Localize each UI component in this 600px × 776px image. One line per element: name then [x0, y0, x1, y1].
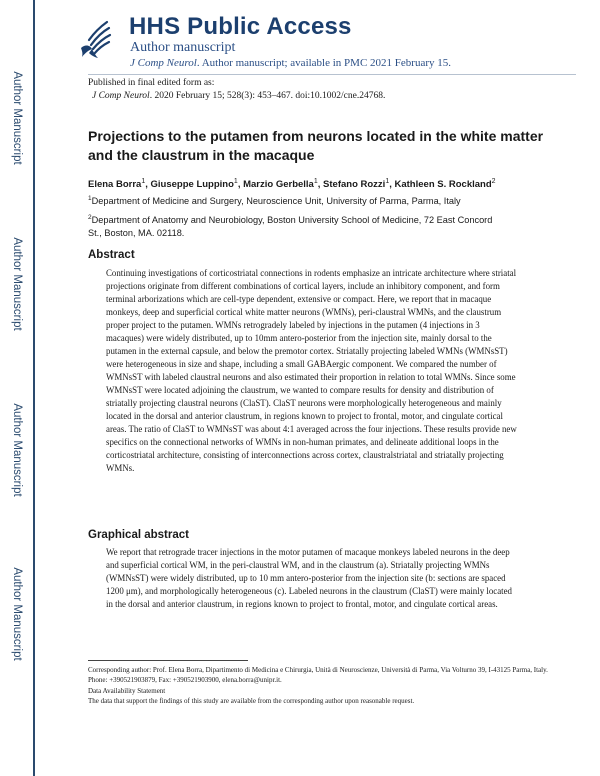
graphical-abstract-heading: Graphical abstract: [88, 529, 189, 541]
hhs-title: HHS Public Access: [129, 13, 352, 40]
affiliation: $^2$Department of Anatomy and Neurobiology, Boston University School of Medicine, 72 East Concord St., Boston, MA. 02118.: [88, 214, 493, 239]
hhs-eagle-icon: [76, 18, 114, 60]
data-availability-text: The data that support the findings of this study are available from the corresponding author upon reasonable request.: [88, 697, 415, 705]
author-manuscript-sidebar: Author Manuscript Author Manuscript Author Manuscript Author Manuscript: [11, 71, 23, 661]
abstract-heading: Abstract: [88, 249, 135, 261]
data-availability-heading: Data Availability Statement: [88, 687, 166, 695]
footnote-divider: [88, 660, 248, 661]
availability-note: J Comp Neurol. Author manuscript; available in PMC 2021 February 15.: [130, 57, 451, 69]
author-name: Elena Borra: [88, 179, 142, 191]
author-name: Marzio Gerbella: [243, 179, 314, 191]
abstract-text: Continuing investigations of corticostriatal connections in rodents emphasize an intricate architecture where striatal projections originate from different combinations of cortical layers, include an inhibitory component, and form terminal arborizations which are cell-type dependent, extensive or compact. Here, we report that in macaque monkeys, deep and superficial cortical white matter neurons (WMNs), peri-claustral WMNs, and the claustrum proper project to the putamen. WMNs retrogradely labeled by injections in the putamen (4 injections in 3 macaques) were widely distributed, up to 10mm antero-posterior from the injection site, mainly dorsal to the putamen in the external capsule, and below the premotor cortex. Striatally projecting labeled WMNs (WMNsST) were heterogeneous in size and shape, including a small GABAergic component. We compared the number of WMNsST with labeled claustral neurons and also estimated their proportion in relation to total WMNs. Since some WMNsST were located adjoining the claustrum, we wanted to compare results for density and distribution of striatally projecting claustral neurons (ClaST). ClaST neurons were morphologically heterogeneous and mainly located in the dorsal and anterior claustrum, in regions known to project to frontal, motor, and cingulate cortical areas. The ratio of ClaST to WMNsST was about 4:1 averaged across the four injections. These results provide new specifics on the connectional networks of WMNs in non-human primates, and delineate additional loops in the corticostriatal architecture, consisting of interconnections across cortex, claustralstriatal and striatally projecting WMNs.: [106, 268, 517, 473]
author-name: Kathleen S. Rockland: [394, 179, 492, 191]
affiliation: $^1$Department of Medicine and Surgery, Neuroscience Unit, University of Parma, Parma, Italy: [88, 195, 461, 207]
graphical-abstract-text: We report that retrograde tracer injections in the motor putamen of macaque monkeys labeled neurons in the deep and superficial cortical WM, in the peri-claustral WM, and in the claustrum (a). Striatally projecting WMNs (WMNsST) were widely distributed, up to 10 mm antero-posterior from the injection site (b: sections are spaced 1200 μm), and morphologically heterogeneous (c). Labeled neurons in the claustrum (ClaST) were mainly located in the dorsal and anterior claustrum, in regions known to project to frontal, motor, and cingulate cortical areas.: [106, 547, 512, 609]
citation: J Comp Neurol. 2020 February 15; 528(3): 453–467. doi:10.1002/cne.24768.: [92, 91, 386, 101]
paper-title: Projections to the putamen from neurons located in the white matter and the claustrum in the macaque: [88, 128, 544, 163]
published-label: Published in final edited form as:: [88, 78, 215, 88]
author-manuscript-label: Author manuscript: [130, 40, 236, 55]
sidebar-divider: [33, 0, 35, 776]
author-name: Giuseppe Luppino: [150, 179, 234, 191]
author-name: Stefano Rozzi: [323, 179, 386, 191]
author-list: Elena Borra$^1$, Giuseppe Luppino$^1$, Marzio Gerbella$^1$, Stefano Rozzi$^1$, Kathleen S. Rockland$^2$: [88, 178, 496, 191]
header-divider: [88, 74, 576, 75]
corresponding-author-note: Corresponding author: Prof. Elena Borra, Dipartimento di Medicina e Chirurgia, Unità di Neuroscienze, Università di Parma, Via Volturno 39, I-43125 Parma, Italy. Phone: +390521903879, Fax: +390521903900, elena.borra@unipr.it.: [88, 666, 548, 684]
